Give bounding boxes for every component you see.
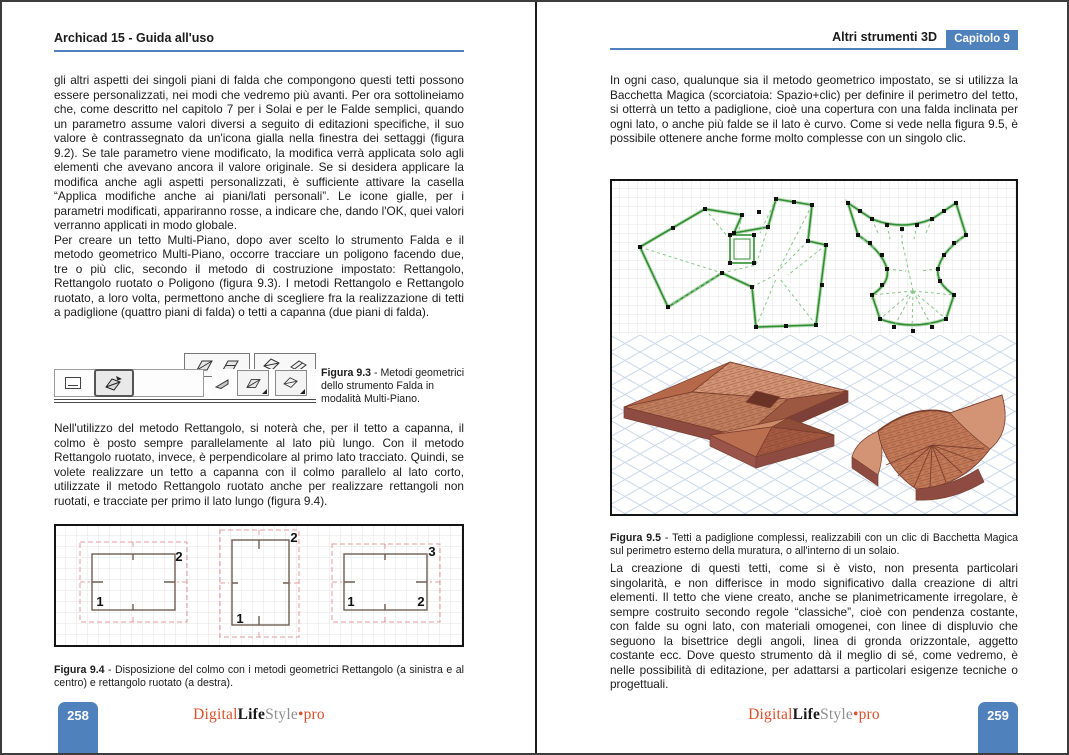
section-title: Altri strumenti 3D [832, 30, 937, 44]
hip-roof-icon [244, 377, 262, 390]
right-running-header [610, 30, 1018, 50]
paragraph: La creazione di questi tetti, come si è visto, non presenta particolari singolarità, e non differisce in modo significativo dalla creazione di altri elementi. Il tetto che viene creato, anche se planimetricamente irregolare, è sempre costruito secondo regole “classiche”, cioè con pendenza costante, con falde su ogni lato, con materiali omogenei, con linee di displuvio che seguono la bisettrice degli angoli, linea di gronda orizzontale, aggetto costante ecc. Dove questo strumento dà il meglio di sé, come vedremo, è nelle possibilità di editazione, per adattarsi a particolari esigenze tecniche o progettuali. [610, 561, 1018, 691]
figure-label: Figura 9.5 [610, 531, 662, 544]
figure-9-3-caption: Figura 9.3 - Metodi geometrici dello strumento Falda in modalità Multi-Piano. [321, 366, 465, 405]
click-order-label: 2 [290, 530, 298, 545]
figure-9-5-image [610, 179, 1018, 516]
figure-label: Figura 9.3 [321, 366, 372, 379]
left-body-text [54, 73, 464, 320]
publisher-logo: DigitalLifeStyle•pro [748, 706, 880, 723]
rectangle-method-flyout-button[interactable] [237, 370, 269, 396]
page-number-badge: 258 [58, 702, 98, 755]
figure-9-3-image [54, 353, 316, 403]
geometry-method-toolbar-right [212, 369, 316, 397]
roof-3d-view [611, 335, 1017, 515]
click-order-label: 3 [428, 544, 436, 559]
multi-plane-method-button[interactable] [94, 369, 134, 397]
left-body-text-2 [54, 421, 464, 508]
figure-label: Figura 9.4 [54, 663, 105, 676]
paragraph: Nell'utilizzo del metodo Rettangolo, si noterà che, per il tetto a capanna, il colmo è posto sempre parallelamente al lato più lungo. Con il metodo Rettangolo ruotato, invece, è perpendicolare al primo lato tracciato. Quindi, se volete realizzare un tetto a capanna con il colmo parallelo al lato corto, utilizzate il metodo Rettangolo ruotato anche per realizzare rettangoli non ruotati, e tracciate per primo il lato lungo (figura 9.4). [54, 421, 464, 508]
left-running-header: Archicad 15 - Guida all'uso [54, 31, 464, 52]
click-order-label: 1 [96, 594, 104, 609]
page-number-badge: 259 [978, 702, 1018, 755]
paragraph: Per creare un tetto Multi-Piano, dopo aver scelto lo strumento Falda e il metodo geometrico Multi-Piano, occorre tracciare un poligono facendo due, tre o più clic, secondo il metodo di costruzione impostato: Rettangolo, Rettangolo ruotato o Poligono (figura 9.3). I metodi Rettangolo e Rettangolo ruotato, a loro volta, permettono anche di scegliere fra la realizzazione di tetti a padiglione (quattro piani di falda) o tetti a capanna (due piani di falda). [54, 232, 464, 319]
single-plane-roof-icon [64, 376, 82, 390]
click-order-label: 2 [417, 594, 425, 609]
figure-9-4-image [54, 524, 464, 647]
figure-9-3 [54, 353, 464, 407]
rotated-hip-roof-icon [282, 376, 300, 390]
chapter-badge: Capitolo 9 [946, 30, 1018, 48]
right-body-text [610, 73, 1018, 146]
figure-9-4-caption: Figura 9.4 - Disposizione del colmo con i metodi geometrici Rettangolo (a sinistra e al centro) e rettangolo ruotato (a destra). [54, 663, 464, 689]
click-order-label: 2 [175, 549, 183, 564]
paragraph: gli altri aspetti dei singoli piani di falda che compongono questi tetti possono essere personalizzati, nei modi che vedremo più avanti. Per ora sottolineiamo che, come descritto nel capitolo 7 per i Solai e per le Falde semplici, quando un parametro assume valori diversi a seguito di editazioni specifiche, il suo valore è contrassegnato da un'icona gialla nella finestra dei settaggi (figura 9.2). Se tale parametro viene modificato, la modifica verrà applicata solo agli elementi che avevano ancora il valore originale. Se si desidera applicare la modifica anche agli aspetti personalizzati, è sufficiente attivare la casella “Applica modifiche anche ai piani/lati personali”. Le icone gialle, per i parametri modificati, appariranno rosse, a indicare che, dando l'OK, quei valori verranno applicati in modo globale. [54, 73, 464, 232]
page-divider [535, 2, 537, 755]
figure-9-5-caption: Figura 9.5 - Tetti a padiglione complessi, realizzabili con un clic di Bacchetta Magica sul perimetro esterno della muratura, o all'interno di un solaio. [610, 531, 1019, 557]
multi-plane-roof-icon [103, 375, 125, 392]
roof-pick-icon [214, 376, 231, 390]
geometry-method-toolbar-left [54, 369, 204, 397]
publisher-logo: DigitalLifeStyle•pro [193, 706, 325, 723]
right-body-text-2 [610, 561, 1018, 692]
click-order-label: 1 [236, 611, 244, 626]
rotated-rectangle-method-flyout-button[interactable] [275, 370, 307, 396]
toolbar-underline [54, 399, 316, 403]
paragraph: In ogni caso, qualunque sia il metodo geometrico impostato, se si utilizza la Bacchetta Magica (scorciatoia: Spazio+clic) per definire il perimetro del tetto, si otterrà un tetto a padiglione, cioè una copertura con una falda inclinata per ogni lato, o anche più falde se il lato è curvo. Come si vede nella figura 9.5, è possibile ottenere anche forme molto complesse con un singolo clic. [610, 73, 1018, 145]
click-order-label: 1 [347, 594, 355, 609]
